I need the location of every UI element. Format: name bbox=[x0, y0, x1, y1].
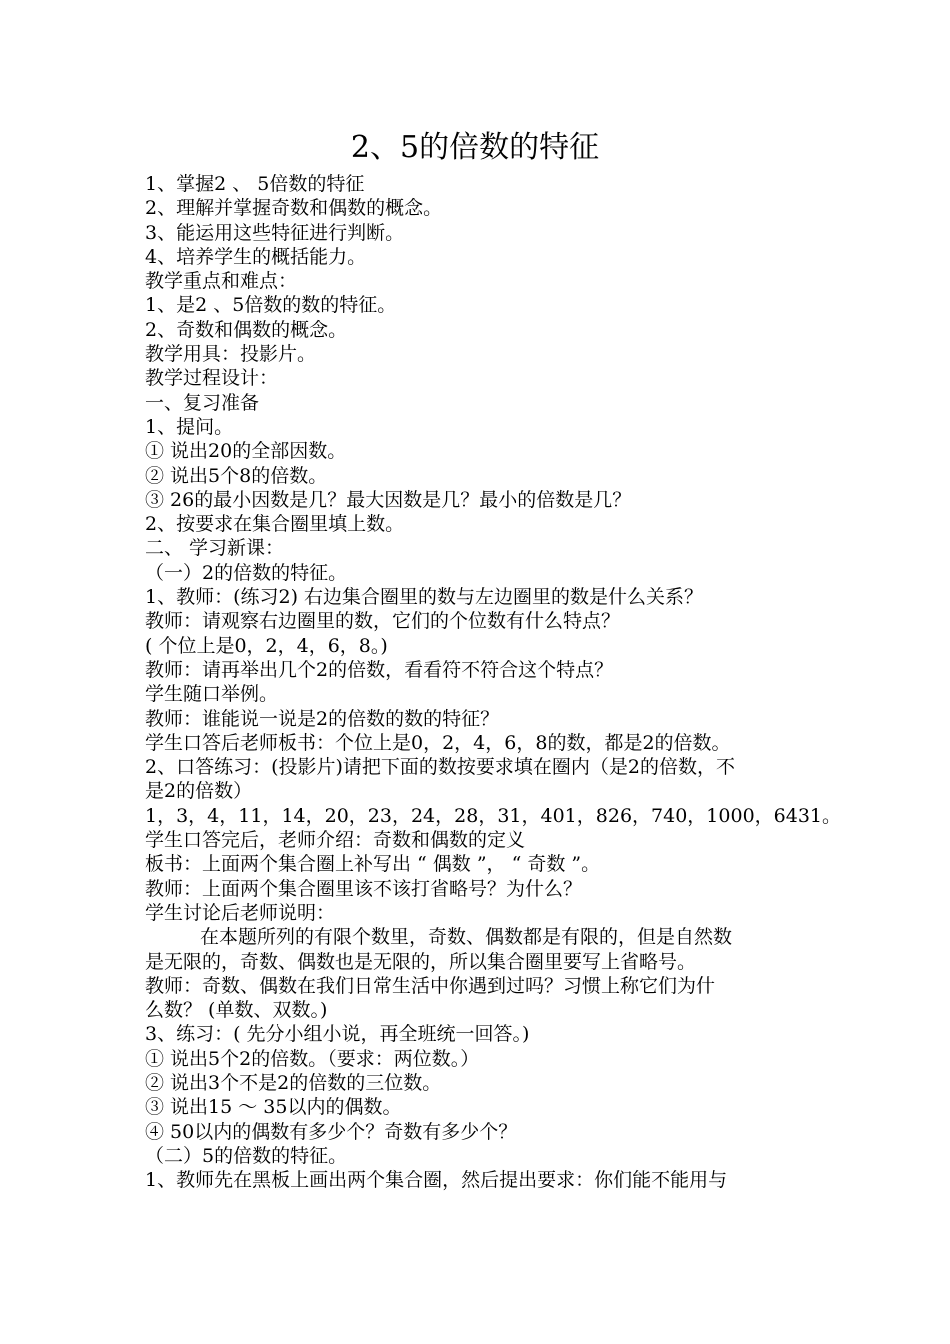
text-line: 学生口答完后，老师介绍：奇数和偶数的定义 bbox=[145, 829, 526, 852]
text-line: 1，3，4，11，14，20，23，24，28，31，401，826，740，1000，6431。 bbox=[145, 804, 842, 827]
text-line: 1、教师：(练习2) 右边集合圈里的数与左边圈里的数是什么关系？ bbox=[145, 586, 704, 609]
text-line: 3、练习：( 先分小组小说，再全班统一回答。) bbox=[145, 1023, 530, 1046]
text-line: 教学用具：投影片。 bbox=[145, 343, 317, 366]
document-title: 2、5的倍数的特征 bbox=[350, 130, 600, 165]
document-body bbox=[145, 172, 842, 1192]
text-line: 4、培养学生的概括能力。 bbox=[145, 245, 367, 268]
section-heading: 二、 学习新课： bbox=[145, 537, 285, 560]
text-line: 教师：谁能说一说是2的倍数的数的特征？ bbox=[145, 707, 500, 730]
text-line: 1、提问。 bbox=[145, 415, 234, 438]
section-heading: （一）2的倍数的特征。 bbox=[145, 561, 348, 584]
text-line: 学生随口举例。 bbox=[145, 683, 279, 706]
text-line: 2、理解并掌握奇数和偶数的概念。 bbox=[145, 197, 443, 220]
text-line: 2、口答练习：(投影片)请把下面的数按要求填在圈内（是2的倍数，不 bbox=[145, 756, 736, 779]
text-line: ① 说出5个2的倍数。（要求：两位数。） bbox=[145, 1047, 480, 1070]
text-line: 么数？ (单数、双数。) bbox=[145, 999, 328, 1022]
text-line: 教师：上面两个集合圈里该不该打省略号？为什么？ bbox=[145, 877, 583, 900]
text-line: 是无限的，奇数、偶数也是无限的，所以集合圈里要写上省略号。 bbox=[145, 950, 697, 973]
text-line: 教师：请观察右边圈里的数，它们的个位数有什么特点？ bbox=[145, 610, 621, 633]
text-line: ④ 50以内的偶数有多少个？奇数有多少个？ bbox=[145, 1120, 518, 1143]
section-heading: 一、复习准备 bbox=[145, 391, 260, 414]
text-line: ③ 26的最小因数是几？最大因数是几？最小的倍数是几？ bbox=[145, 488, 632, 511]
section-heading: （二）5的倍数的特征。 bbox=[145, 1144, 348, 1167]
text-line: 1、教师先在黑板上画出两个集合圈，然后提出要求：你们能不能用与 bbox=[145, 1169, 728, 1192]
text-line: ② 说出5个8的倍数。 bbox=[145, 464, 328, 487]
text-line: ① 说出20的全部因数。 bbox=[145, 440, 347, 463]
section-heading: 教学过程设计： bbox=[145, 367, 279, 390]
text-line: 3、能运用这些特征进行判断。 bbox=[145, 221, 405, 244]
text-line: 在本题所列的有限个数里，奇数、偶数都是有限的，但是自然数 bbox=[200, 926, 733, 949]
text-line: 学生讨论后老师说明： bbox=[145, 901, 336, 924]
text-line: 2、奇数和偶数的概念。 bbox=[145, 318, 348, 341]
text-line: 教师：奇数、偶数在我们日常生活中你遇到过吗？习惯上称它们为什 bbox=[145, 974, 716, 997]
text-line: 1、是2 、5倍数的数的特征。 bbox=[145, 294, 397, 317]
text-line: 1、掌握2 、 5倍数的特征 bbox=[145, 173, 365, 195]
text-line: ② 说出3个不是2的倍数的三位数。 bbox=[145, 1071, 442, 1094]
text-line: 学生口答后老师板书：个位上是0，2，4，6，8的数，都是2的倍数。 bbox=[145, 731, 731, 754]
text-line: ( 个位上是0，2，4，6，8。) bbox=[145, 634, 388, 657]
text-line: ③ 说出15 ～ 35以内的偶数。 bbox=[145, 1096, 402, 1119]
text-line: 板书：上面两个集合圈上补写出 “ 偶数 ”， “ 奇数 ”。 bbox=[145, 853, 601, 876]
text-line: 2、按要求在集合圈里填上数。 bbox=[145, 513, 405, 536]
text-line: 教师：请再举出几个2的倍数，看看符不符合这个特点？ bbox=[145, 658, 614, 681]
section-heading: 教学重点和难点： bbox=[145, 270, 298, 293]
text-line: 是2的倍数） bbox=[145, 780, 253, 803]
